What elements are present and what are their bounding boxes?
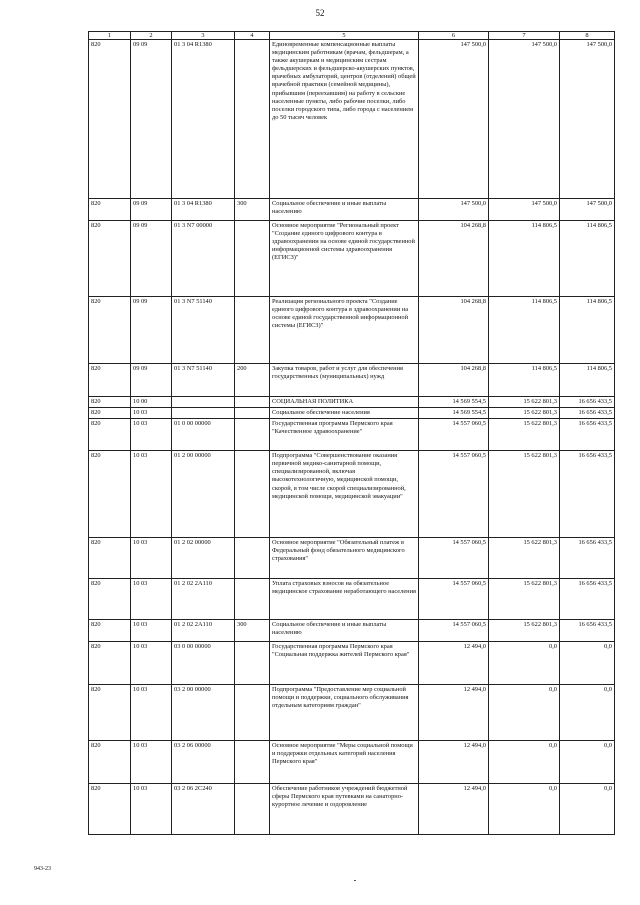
footer-code: 943-23	[34, 866, 51, 872]
item-name-cell: Реализация регионального проекта "Создание единого цифрового контура в здравоохранении на основе единой государственной информационной системы (ЕГИСЗ)"	[270, 297, 419, 364]
ved-code-cell: 820	[89, 221, 131, 297]
expense-type-code-cell: 200	[235, 364, 270, 397]
item-name-cell: Подпрограмма "Совершенствование оказания первичной медико-санитарной помощи, специализированной, включая высокотехнологичную, медицинской помощи, скорой, в том числе скорой специализированной, медицинской помощи, медицинской эвакуации"	[270, 451, 419, 538]
section-code-cell: 10 03	[131, 685, 172, 741]
amount-year-2-cell: 15 622 801,3	[489, 538, 560, 579]
column-header: 3	[172, 32, 235, 40]
expense-type-code-cell	[235, 408, 270, 419]
section-code-cell: 10 03	[131, 620, 172, 642]
table-row	[89, 40, 615, 199]
scan-mark	[354, 880, 356, 881]
amount-year-3-cell: 0,0	[560, 741, 615, 784]
amount-year-1-cell: 14 557 060,5	[419, 620, 489, 642]
amount-year-2-cell: 15 622 801,3	[489, 620, 560, 642]
section-code-cell: 09 09	[131, 40, 172, 199]
table-row	[89, 199, 615, 221]
item-name-cell: Основное мероприятие "Меры социальной помощи и поддержки отдельных категорий населения Пермского края"	[270, 741, 419, 784]
amount-year-1-cell: 12 494,0	[419, 784, 489, 835]
target-article-code-cell: 03 2 06 00000	[172, 741, 235, 784]
ved-code-cell: 820	[89, 419, 131, 451]
amount-year-2-cell: 0,0	[489, 741, 560, 784]
amount-year-1-cell: 14 569 554,5	[419, 397, 489, 408]
amount-year-3-cell: 147 500,0	[560, 40, 615, 199]
ved-code-cell: 820	[89, 297, 131, 364]
expense-type-code-cell	[235, 40, 270, 199]
target-article-code-cell: 01 2 00 00000	[172, 451, 235, 538]
table-row	[89, 784, 615, 835]
amount-year-3-cell: 16 656 433,5	[560, 419, 615, 451]
amount-year-3-cell: 114 806,5	[560, 364, 615, 397]
expense-type-code-cell	[235, 397, 270, 408]
item-name-cell: Государственная программа Пермского края "Социальная поддержка жителей Пермского края"	[270, 642, 419, 685]
section-code-cell: 09 09	[131, 221, 172, 297]
section-code-cell: 10 03	[131, 451, 172, 538]
target-article-code-cell: 03 0 00 00000	[172, 642, 235, 685]
target-article-code-cell: 01 3 04 R1380	[172, 199, 235, 221]
amount-year-3-cell: 16 656 433,5	[560, 620, 615, 642]
table-row	[89, 741, 615, 784]
amount-year-3-cell: 114 806,5	[560, 297, 615, 364]
amount-year-2-cell: 15 622 801,3	[489, 579, 560, 620]
amount-year-1-cell: 104 268,8	[419, 297, 489, 364]
target-article-code-cell: 01 3 N7 51140	[172, 364, 235, 397]
expense-type-code-cell	[235, 642, 270, 685]
expense-type-code-cell	[235, 297, 270, 364]
column-header: 7	[489, 32, 560, 40]
table-row	[89, 538, 615, 579]
item-name-cell: Социальное обеспечение населения	[270, 408, 419, 419]
item-name-cell: Основное мероприятие "Обязательный платеж в Федеральный фонд обязательного медицинского страхования"	[270, 538, 419, 579]
target-article-code-cell: 03 2 00 00000	[172, 685, 235, 741]
target-article-code-cell	[172, 408, 235, 419]
amount-year-3-cell: 0,0	[560, 642, 615, 685]
amount-year-1-cell: 14 569 554,5	[419, 408, 489, 419]
amount-year-1-cell: 14 557 060,5	[419, 419, 489, 451]
amount-year-1-cell: 147 500,0	[419, 40, 489, 199]
page-number: 52	[315, 8, 325, 18]
section-code-cell: 10 03	[131, 741, 172, 784]
table-row	[89, 419, 615, 451]
ved-code-cell: 820	[89, 784, 131, 835]
amount-year-1-cell: 14 557 060,5	[419, 451, 489, 538]
section-code-cell: 10 03	[131, 579, 172, 620]
expense-type-code-cell	[235, 741, 270, 784]
expense-type-code-cell	[235, 685, 270, 741]
budget-table	[88, 31, 615, 835]
target-article-code-cell: 01 3 04 R1380	[172, 40, 235, 199]
expense-type-code-cell	[235, 451, 270, 538]
section-code-cell: 10 03	[131, 408, 172, 419]
expense-type-code-cell: 300	[235, 199, 270, 221]
amount-year-2-cell: 15 622 801,3	[489, 408, 560, 419]
item-name-cell: Государственная программа Пермского края "Качественное здравоохранение"	[270, 419, 419, 451]
target-article-code-cell	[172, 397, 235, 408]
target-article-code-cell: 01 0 00 00000	[172, 419, 235, 451]
section-code-cell: 10 00	[131, 397, 172, 408]
amount-year-1-cell: 104 268,8	[419, 221, 489, 297]
amount-year-3-cell: 114 806,5	[560, 221, 615, 297]
amount-year-3-cell: 16 656 433,5	[560, 451, 615, 538]
target-article-code-cell: 01 2 02 00000	[172, 538, 235, 579]
table-row	[89, 221, 615, 297]
section-code-cell: 10 03	[131, 642, 172, 685]
amount-year-1-cell: 12 494,0	[419, 685, 489, 741]
ved-code-cell: 820	[89, 451, 131, 538]
table-row	[89, 620, 615, 642]
amount-year-2-cell: 15 622 801,3	[489, 419, 560, 451]
amount-year-1-cell: 12 494,0	[419, 741, 489, 784]
column-header: 8	[560, 32, 615, 40]
amount-year-2-cell: 114 806,5	[489, 297, 560, 364]
amount-year-1-cell: 104 268,8	[419, 364, 489, 397]
target-article-code-cell: 01 3 N7 00000	[172, 221, 235, 297]
item-name-cell: Обеспечение работников учреждений бюджетной сферы Пермского края путевками на санаторно-курортное лечение и оздоровление	[270, 784, 419, 835]
table-row	[89, 408, 615, 419]
section-code-cell: 10 03	[131, 419, 172, 451]
section-code-cell: 09 09	[131, 297, 172, 364]
expense-type-code-cell	[235, 579, 270, 620]
table-row	[89, 451, 615, 538]
ved-code-cell: 820	[89, 620, 131, 642]
amount-year-2-cell: 147 500,0	[489, 40, 560, 199]
section-code-cell: 10 03	[131, 538, 172, 579]
expense-type-code-cell	[235, 419, 270, 451]
item-name-cell: Социальное обеспечение и иные выплаты населению	[270, 620, 419, 642]
ved-code-cell: 820	[89, 364, 131, 397]
amount-year-2-cell: 15 622 801,3	[489, 397, 560, 408]
ved-code-cell: 820	[89, 40, 131, 199]
table-row	[89, 397, 615, 408]
ved-code-cell: 820	[89, 538, 131, 579]
amount-year-2-cell: 114 806,5	[489, 221, 560, 297]
ved-code-cell: 820	[89, 408, 131, 419]
amount-year-1-cell: 14 557 060,5	[419, 538, 489, 579]
expense-type-code-cell: 300	[235, 620, 270, 642]
target-article-code-cell: 01 3 N7 51140	[172, 297, 235, 364]
ved-code-cell: 820	[89, 642, 131, 685]
expense-type-code-cell	[235, 538, 270, 579]
column-header: 2	[131, 32, 172, 40]
item-name-cell: Уплата страховых взносов на обязательное медицинское страхование неработающего населения	[270, 579, 419, 620]
amount-year-3-cell: 16 656 433,5	[560, 579, 615, 620]
column-header: 6	[419, 32, 489, 40]
ved-code-cell: 820	[89, 199, 131, 221]
table-body	[89, 40, 615, 835]
amount-year-3-cell: 16 656 433,5	[560, 538, 615, 579]
column-header: 1	[89, 32, 131, 40]
table-header	[89, 32, 615, 40]
amount-year-3-cell: 16 656 433,5	[560, 397, 615, 408]
target-article-code-cell: 01 2 02 2A110	[172, 579, 235, 620]
ved-code-cell: 820	[89, 397, 131, 408]
target-article-code-cell: 01 2 02 2A110	[172, 620, 235, 642]
column-header: 4	[235, 32, 270, 40]
table-row	[89, 364, 615, 397]
table-row	[89, 579, 615, 620]
table-row	[89, 297, 615, 364]
section-code-cell: 09 09	[131, 364, 172, 397]
target-article-code-cell: 03 2 06 2C240	[172, 784, 235, 835]
amount-year-2-cell: 114 806,5	[489, 364, 560, 397]
amount-year-2-cell: 147 500,0	[489, 199, 560, 221]
table-row	[89, 685, 615, 741]
section-code-cell: 09 09	[131, 199, 172, 221]
expense-type-code-cell	[235, 221, 270, 297]
item-name-cell: СОЦИАЛЬНАЯ ПОЛИТИКА	[270, 397, 419, 408]
item-name-cell: Закупка товаров, работ и услуг для обеспечения государственных (муниципальных) нужд	[270, 364, 419, 397]
amount-year-1-cell: 12 494,0	[419, 642, 489, 685]
table-row	[89, 642, 615, 685]
column-header: 5	[270, 32, 419, 40]
amount-year-3-cell: 147 500,0	[560, 199, 615, 221]
item-name-cell: Подпрограмма "Предоставление мер социальной помощи и поддержки, социального обслуживания отдельным категориям граждан"	[270, 685, 419, 741]
item-name-cell: Единовременные компенсационные выплаты медицинским работникам (врачам, фельдшерам, а также акушеркам и медицинским сестрам фельдшерских и фельдшерско-акушерских пунктов, врачебных амбулаторий, центров (отделений) общей врачебной практики (семейной медицины), прибывшим (переехавшим) на работу в сельские населенные пункты, либо рабочие поселки, либо поселки городского типа, либо города с населением до 50 тысяч человек	[270, 40, 419, 199]
amount-year-2-cell: 15 622 801,3	[489, 451, 560, 538]
amount-year-2-cell: 0,0	[489, 784, 560, 835]
expense-type-code-cell	[235, 784, 270, 835]
amount-year-3-cell: 0,0	[560, 685, 615, 741]
amount-year-2-cell: 0,0	[489, 685, 560, 741]
ved-code-cell: 820	[89, 685, 131, 741]
amount-year-1-cell: 147 500,0	[419, 199, 489, 221]
amount-year-1-cell: 14 557 060,5	[419, 579, 489, 620]
amount-year-3-cell: 0,0	[560, 784, 615, 835]
amount-year-3-cell: 16 656 433,5	[560, 408, 615, 419]
section-code-cell: 10 03	[131, 784, 172, 835]
ved-code-cell: 820	[89, 741, 131, 784]
amount-year-2-cell: 0,0	[489, 642, 560, 685]
ved-code-cell: 820	[89, 579, 131, 620]
item-name-cell: Основное мероприятие "Региональный проект "Создание единого цифрового контура в здравоохранении на основе единой государственной информационной системы здравоохранения (ЕГИСЗ)"	[270, 221, 419, 297]
item-name-cell: Социальное обеспечение и иные выплаты населению	[270, 199, 419, 221]
